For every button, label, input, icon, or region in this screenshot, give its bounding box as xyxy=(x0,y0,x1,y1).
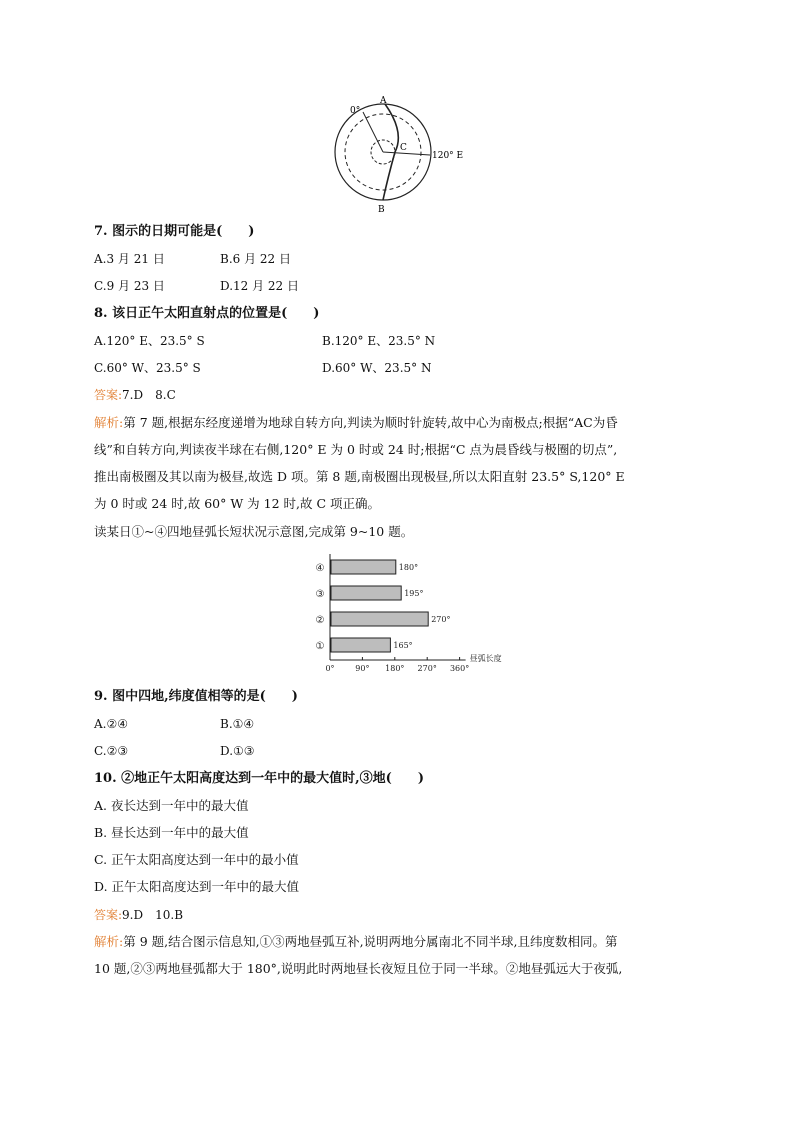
q10-option-a: A. 夜长达到一年中的最大值 xyxy=(94,798,249,813)
answer-1 xyxy=(94,385,176,405)
daylight-arc-chart xyxy=(296,552,502,684)
q10-option-d: D. 正午太阳高度达到一年中的最大值 xyxy=(94,879,300,894)
category-label: ③ xyxy=(315,589,325,600)
x-tick-label: 270° xyxy=(417,664,437,673)
q8-option-b: B.120° E、23.5° N xyxy=(322,334,436,348)
label-c: C xyxy=(400,143,407,153)
x-tick-label: 90° xyxy=(355,664,370,673)
bar-value-label: 180° xyxy=(398,563,419,572)
label-120e: 120° E xyxy=(432,151,464,161)
solution-text: 第 9 题,结合图示信息知,①③两地昼弧互补,说明两地分属南北不同半球,且纬度数相同。第 xyxy=(123,934,618,949)
x-tick-label: 360° xyxy=(449,664,470,673)
answer-text: 7.D 8.C xyxy=(122,388,176,402)
q10-stem: 10. ②地正午太阳高度达到一年中的最大值时,③地( ) xyxy=(94,771,424,786)
q9-stem: 9. 图中四地,纬度值相等的是( ) xyxy=(94,689,298,704)
x-tick-label: 0° xyxy=(325,664,335,673)
meridian-0 xyxy=(363,112,383,152)
q9-option-c: C.②③ xyxy=(94,744,129,758)
category-label: ④ xyxy=(315,563,325,574)
q10-option-b: B. 昼长达到一年中的最大值 xyxy=(94,825,249,840)
q8-stem: 8. 该日正午太阳直射点的位置是( ) xyxy=(94,306,320,321)
x-tick-label: 180° xyxy=(385,664,405,673)
answer-label: 答案: xyxy=(94,908,123,922)
x-axis-label: 昼弧长度 xyxy=(469,654,502,663)
bar-value-label: 270° xyxy=(431,615,451,624)
q8-option-c: C.60° W、23.5° S xyxy=(94,361,201,375)
q7-option-b: B.6 月 22 日 xyxy=(220,252,291,266)
label-b: B xyxy=(378,205,385,215)
answer-text: 9.D 10.B xyxy=(122,908,184,922)
solution-2-line-1 xyxy=(94,932,618,952)
q7-option-a: A.3 月 21 日 xyxy=(94,252,165,266)
bar-value-label: 165° xyxy=(393,641,413,650)
solution-2-line-2: 10 题,②③两地昼弧都大于 180°,说明此时两地昼长夜短且位于同一半球。②地昼弧远大于夜弧, xyxy=(94,961,623,976)
q10-option-c: C. 正午太阳高度达到一年中的最小值 xyxy=(94,852,299,867)
bar xyxy=(331,560,396,574)
q7-option-d: D.12 月 22 日 xyxy=(220,279,299,293)
solution-label: 解析: xyxy=(94,415,124,430)
q8-option-a: A.120° E、23.5° S xyxy=(94,334,205,348)
bar xyxy=(331,586,401,600)
answer-2 xyxy=(94,905,183,925)
intro-2: 读某日①~④四地昼弧长短状况示意图,完成第 9~10 题。 xyxy=(94,524,414,539)
q7-stem: 7. 图示的日期可能是( ) xyxy=(94,224,255,239)
q8-option-d: D.60° W、23.5° N xyxy=(322,361,432,375)
q7-option-c: C.9 月 23 日 xyxy=(94,279,165,293)
solution-text: 第 7 题,根据东经度递增为地球自转方向,判读为顺时针旋转,故中心为南极点;根据“AC为昏 xyxy=(123,415,618,430)
solution-label: 解析: xyxy=(94,934,124,949)
category-label: ② xyxy=(315,615,325,626)
category-label: ① xyxy=(315,641,325,652)
q9-option-d: D.①③ xyxy=(220,744,255,758)
label-zero: 0° xyxy=(350,106,361,116)
solution-1-line-3: 推出南极圈及其以南为极昼,故选 D 项。第 8 题,南极圈出现极昼,所以太阳直射 23.5° S,120° E xyxy=(94,469,625,484)
solution-1-line-1 xyxy=(94,413,618,433)
solution-1-line-4: 为 0 时或 24 时,故 60° W 为 12 时,故 C 项正确。 xyxy=(94,496,380,511)
q9-option-a: A.②④ xyxy=(94,717,128,731)
bar-value-label: 195° xyxy=(404,589,424,598)
polar-figure xyxy=(330,92,470,217)
bar xyxy=(331,638,390,652)
q9-option-b: B.①④ xyxy=(220,717,255,731)
solution-1-line-2: 线”和自转方向,判读夜半球在右侧,120° E 为 0 时或 24 时;根据“C 点为晨昏线与极圈的切点”, xyxy=(94,442,618,457)
answer-label: 答案: xyxy=(94,388,123,402)
label-a: A xyxy=(380,96,387,106)
bar xyxy=(331,612,428,626)
